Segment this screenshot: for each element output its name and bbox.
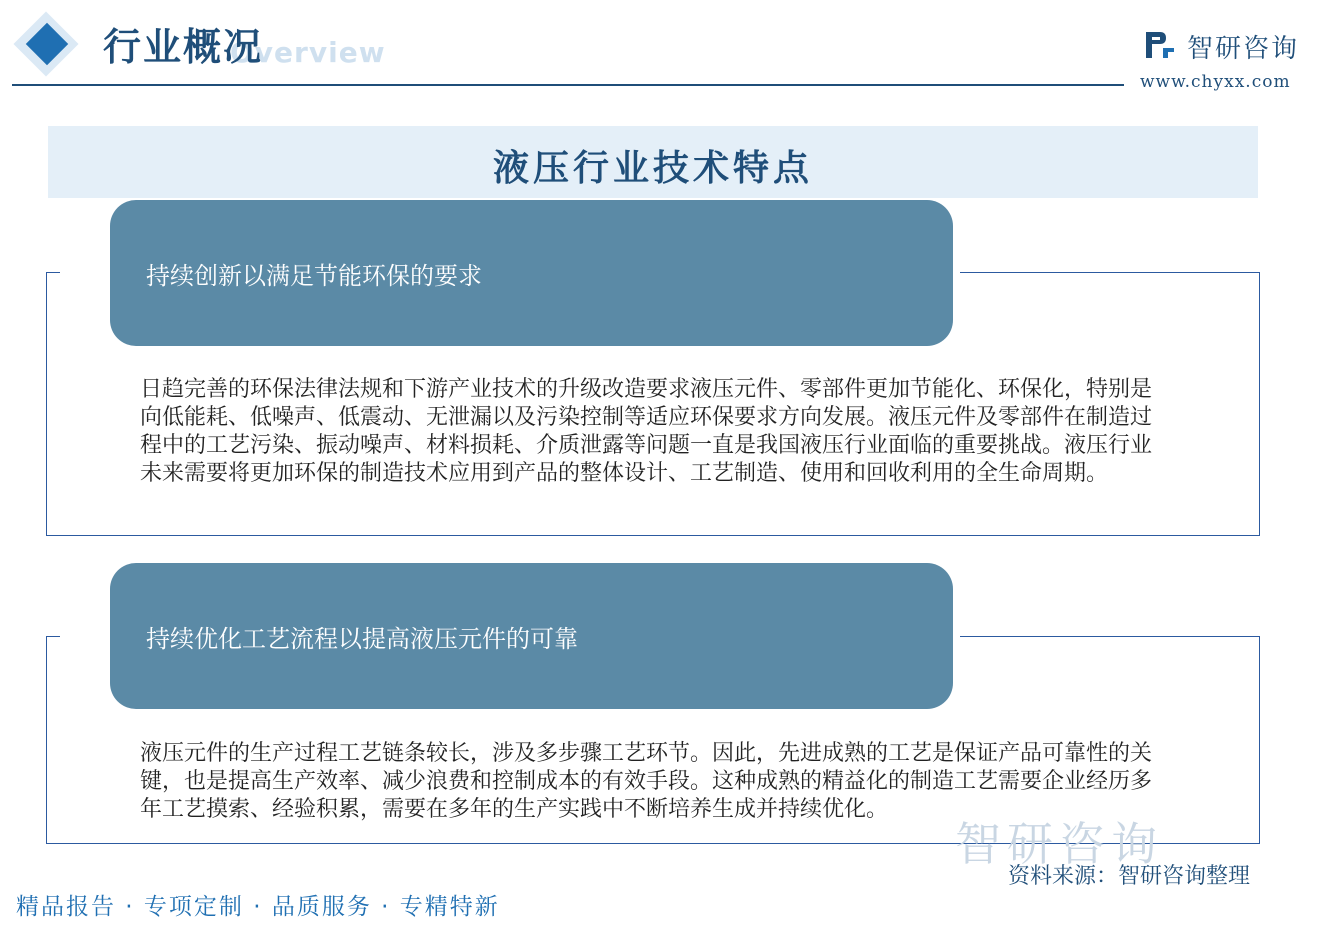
section-heading-box-2: [110, 563, 953, 709]
section-banner: [48, 126, 1258, 198]
banner-title: 液压行业技术特点: [492, 147, 813, 189]
watermark-brand: 智研咨询: [955, 817, 1163, 871]
section-heading-2: 持续优化工艺流程以提高液压元件的可靠: [146, 625, 578, 653]
section-heading-box-1: [110, 200, 953, 346]
brand-logo-icon: [1143, 28, 1177, 62]
source-note: 资料来源：智研咨询整理: [1008, 864, 1251, 889]
brand-name: 智研咨询: [1187, 34, 1300, 64]
header-divider: [12, 84, 1124, 86]
section-body-2: 液压元件的生产过程工艺链条较长，涉及多步骤工艺环节。因此，先进成熟的工艺是保证产品可靠性的关键，也是提高生产效率、减少浪费和控制成本的有效手段。这种成熟的精益化的制造工艺需要企业经历多年工艺摸索、经验积累，需要在多年的生产实践中不断培养生成并持续优化。: [140, 741, 1153, 822]
footer-tagline: 精品报告 · 专项定制 · 品质服务 · 专精特新: [16, 894, 500, 920]
header-subtitle-en: Overview: [230, 36, 386, 69]
section-body-1: 日趋完善的环保法律法规和下游产业技术的升级改造要求液压元件、零部件更加节能化、环保化，特别是向低能耗、低噪声、低震动、无泄漏以及污染控制等适应环保要求方向发展。液压元件及零部件在制造过程中的工艺污染、振动噪声、材料损耗、介质泄露等问题一直是我国液压行业面临的重要挑战。液压行业未来需要将更加环保的制造技术应用到产品的整体设计、工艺制造、使用和回收利用的全生命周期。: [140, 377, 1153, 486]
section-heading-1: 持续创新以满足节能环保的要求: [146, 262, 482, 290]
page-header: [0, 0, 1324, 100]
header-title: 行业概况: [103, 25, 264, 69]
brand-url: www.chyxx.com: [1140, 72, 1291, 92]
